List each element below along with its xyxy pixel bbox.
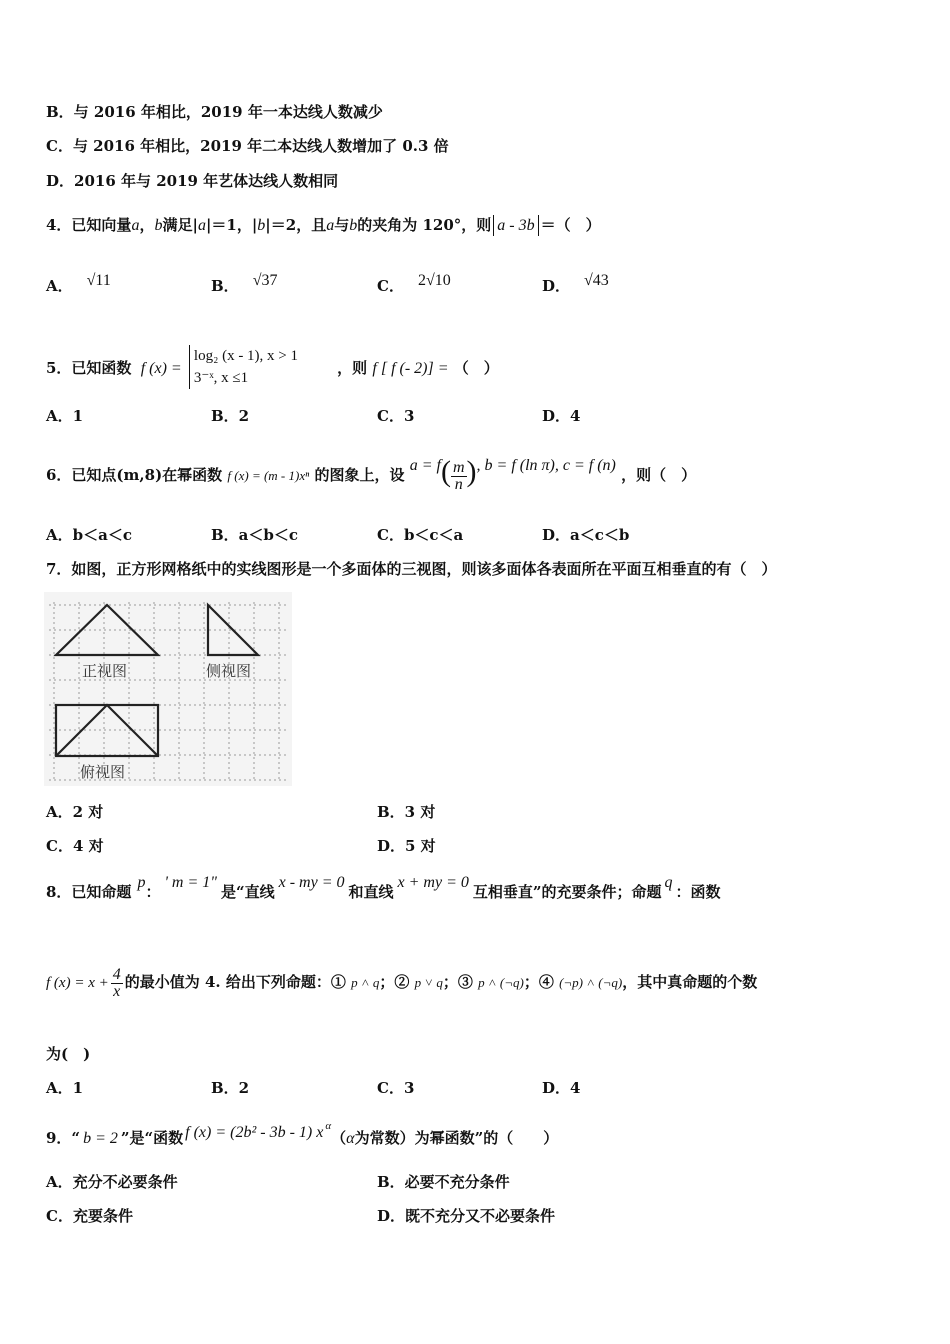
top-view-label: 俯视图 [80, 763, 126, 781]
side-view-label: 侧视图 [206, 662, 252, 680]
front-view-label: 正视图 [82, 662, 128, 680]
q4-expression: a - 3b [493, 215, 538, 236]
q3-option-c: C．与 2016 年相比，2019 年二本达线人数增加了 0.3 倍 [46, 137, 449, 155]
q8-option-c: C．3 [377, 1079, 415, 1097]
q8-option-d: D．4 [542, 1079, 581, 1097]
q9-option-d: D．既不充分又不必要条件 [377, 1207, 556, 1225]
q5-piecewise: log₂ (x - 1), x > 1 3⁻ˣ, x ≤1 [189, 345, 326, 389]
q7-option-a: A．2 对 [46, 803, 104, 821]
three-view-figure [44, 592, 292, 786]
q6-option-a: A．b＜a＜c [46, 526, 132, 544]
q7-option-d: D．5 对 [377, 837, 436, 855]
q9-option-a: A．充分不必要条件 [46, 1173, 178, 1191]
q7-stem: 7．如图，正方形网格纸中的实线图形是一个多面体的三视图，则该多面体各表面所在平面互相垂直的有（ ） [46, 560, 777, 578]
q8-stem-line1: 8．已知命题p：' m = 1"是“直线x - my = 0和直线x + my = 0互相垂直”的充要条件；命题q：函数 [46, 874, 721, 901]
q4-option-c: C． 2√10 [377, 272, 451, 295]
q6-option-b: B．a＜b＜c [211, 526, 299, 544]
q8-option-a: A．1 [46, 1079, 84, 1097]
q5-option-a: A．1 [46, 407, 84, 425]
q3-option-b: B．与 2016 年相比，2019 年一本达线人数减少 [46, 103, 383, 121]
q4-option-a: A． √11 [46, 272, 111, 295]
q6-option-c: C．b＜c＜a [377, 526, 464, 544]
q8-stem-line3: 为( ) [46, 1045, 91, 1063]
q5-option-b: B．2 [211, 407, 250, 425]
q9-stem: 9．“ b = 2 ”是“函数 f (x) = (2b² - 3b - 1) x $^\alpha$（α为常数）为幂函数”的（ ） [46, 1120, 559, 1147]
q6-option-d: D．a＜c＜b [542, 526, 630, 544]
q7-option-b: B．3 对 [377, 803, 436, 821]
q6-stem: 6．已知点(m,8)在幂函数 f (x) = (m - 1)xⁿ 的图象上，设 a = f( $\frac{m}{n}$ ), b = f (ln π), c = f (n) ，则（ ） [46, 455, 697, 493]
q6-fraction: $\frac{m}{n}$ [452, 458, 465, 493]
q9-option-c: C．充要条件 [46, 1207, 133, 1225]
q8-option-b: B．2 [211, 1079, 250, 1097]
q5-option-d: D．4 [542, 407, 581, 425]
q7-option-c: C．4 对 [46, 837, 104, 855]
q5-option-c: C．3 [377, 407, 415, 425]
q4-option-b: B． √37 [211, 272, 278, 295]
q3-option-d: D．2016 年与 2019 年艺体达线人数相同 [46, 172, 339, 190]
q9-option-b: B．必要不充分条件 [377, 1173, 510, 1191]
q4-option-d: D． √43 [542, 272, 609, 295]
q8-stem-line2: f (x) = x + $\frac{4}{x}$ 的最小值为 4. 给出下列命题：① p ˄ q；② p ˅ q；③ p ˄ (¬q)；④ (¬p) ˄ (¬q)，其中真命题的个数 [46, 965, 758, 1000]
q4-stem: 4．已知向量a，b满足|a|＝1，|b|＝2，且a与b的夹角为 120°，则 a - 3b ＝（ ） [46, 216, 601, 234]
q5-stem: 5．已知函数 f (x) = log₂ (x - 1), x > 1 3⁻ˣ, x ≤1 ，则 f [ f (- 2)] = （ ） [46, 347, 499, 391]
